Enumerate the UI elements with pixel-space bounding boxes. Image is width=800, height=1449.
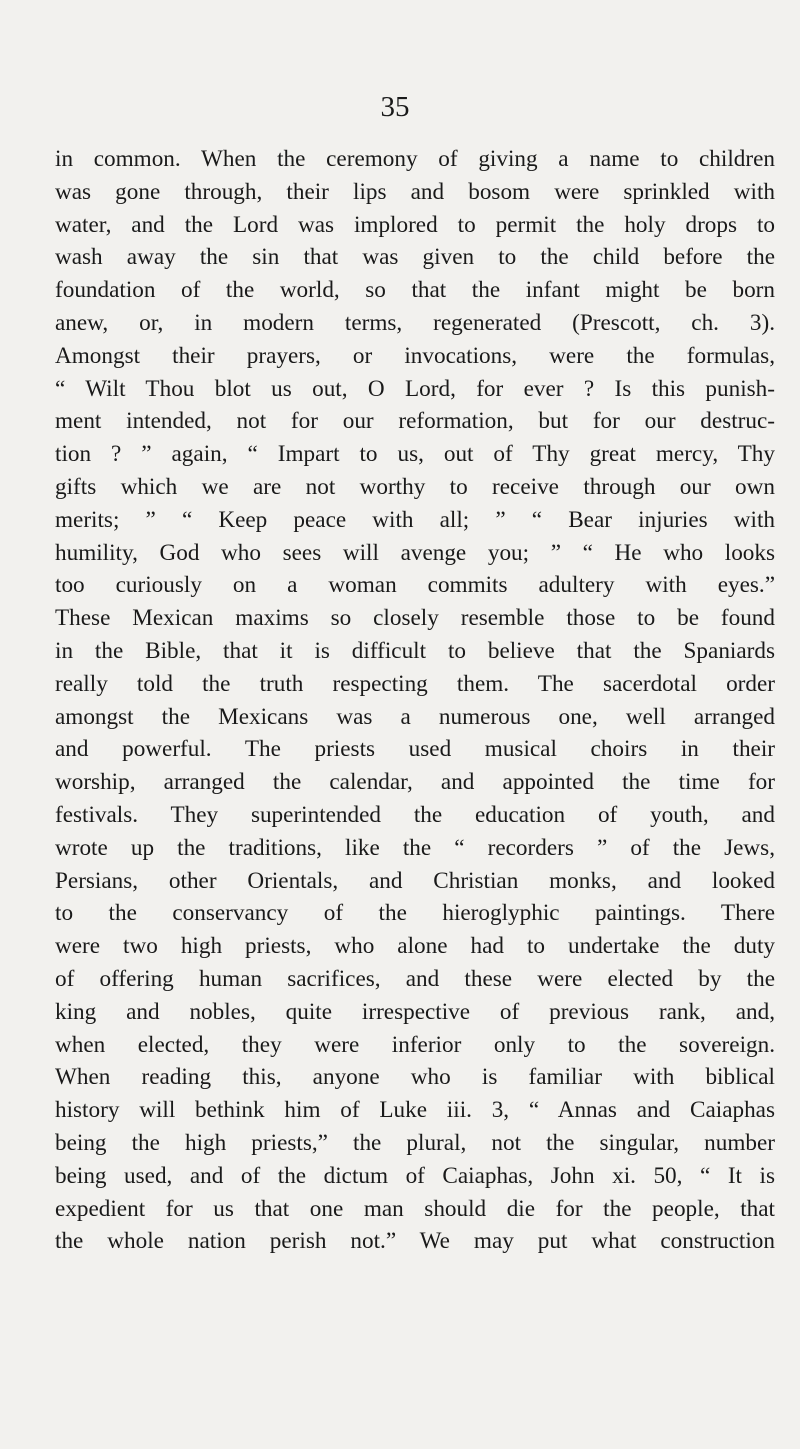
text-line: “ Wilt Thou blot us out, O Lord, for ever ? Is this punish- [55,375,775,402]
text-line: water, and the Lord was implored to permit the holy drops to [55,211,775,238]
text-line: These Mexican maxims so closely resemble those to be found [55,605,775,632]
text-line: Persians, other Orientals, and Christian monks, and looked [55,867,775,894]
text-line: king and nobles, quite irrespective of previous rank, and, [55,998,775,1025]
body-text [55,143,775,1258]
text-line: merits; ” “ Keep peace with all; ” “ Bear injuries with [55,506,775,533]
text-line: being the high priests,” the plural, not the singular, number [55,1129,775,1156]
text-line: Amongst their prayers, or invocations, were the formulas, [55,342,775,369]
text-line: history will bethink him of Luke iii. 3, “ Annas and Caiaphas [55,1097,775,1124]
text-line: expedient for us that one man should die for the people, that [55,1195,775,1222]
text-line: wash away the sin that was given to the child before the [55,244,775,271]
text-line: anew, or, in modern terms, regenerated (Prescott, ch. 3). [55,309,775,336]
text-line: tion ? ” again, “ Impart to us, out of Thy great mercy, Thy [55,441,775,468]
text-line: and powerful. The priests used musical choirs in their [55,736,775,763]
text-line: wrote up the traditions, like the “ recorders ” of the Jews, [55,834,775,861]
text-line: to the conservancy of the hieroglyphic paintings. There [55,900,775,927]
text-line: festivals. They superintended the education of youth, and [55,801,775,828]
text-line: when elected, they were inferior only to the sovereign. [55,1031,775,1058]
text-line: When reading this, anyone who is familiar with biblical [55,1064,775,1091]
text-line: worship, arranged the calendar, and appointed the time for [55,769,775,796]
text-line: in the Bible, that it is difficult to believe that the Spaniards [55,637,775,664]
text-line: in common. When the ceremony of giving a name to children [55,146,775,172]
text-line: was gone through, their lips and bosom were sprinkled with [55,178,775,205]
page-number: 35 [380,91,410,123]
text-line: gifts which we are not worthy to receive through our own [55,473,775,500]
text-line: ment intended, not for our reformation, but for our destruc- [55,408,775,435]
text-line: were two high priests, who alone had to undertake the duty [55,933,775,960]
text-line: being used, and of the dictum of Caiaphas, John xi. 50, “ It is [55,1162,775,1189]
text-line: too curiously on a woman commits adultery with eyes.” [55,572,775,599]
text-line: really told the truth respecting them. The sacerdotal order [55,670,775,697]
text-line: the whole nation perish not.” We may put what construction [55,1228,775,1255]
text-line: of offering human sacrifices, and these were elected by the [55,965,775,992]
text-line: humility, God who sees will avenge you; ” “ He who looks [55,539,775,566]
text-line: foundation of the world, so that the infant might be born [55,277,775,304]
text-line: amongst the Mexicans was a numerous one, well arranged [55,703,775,730]
